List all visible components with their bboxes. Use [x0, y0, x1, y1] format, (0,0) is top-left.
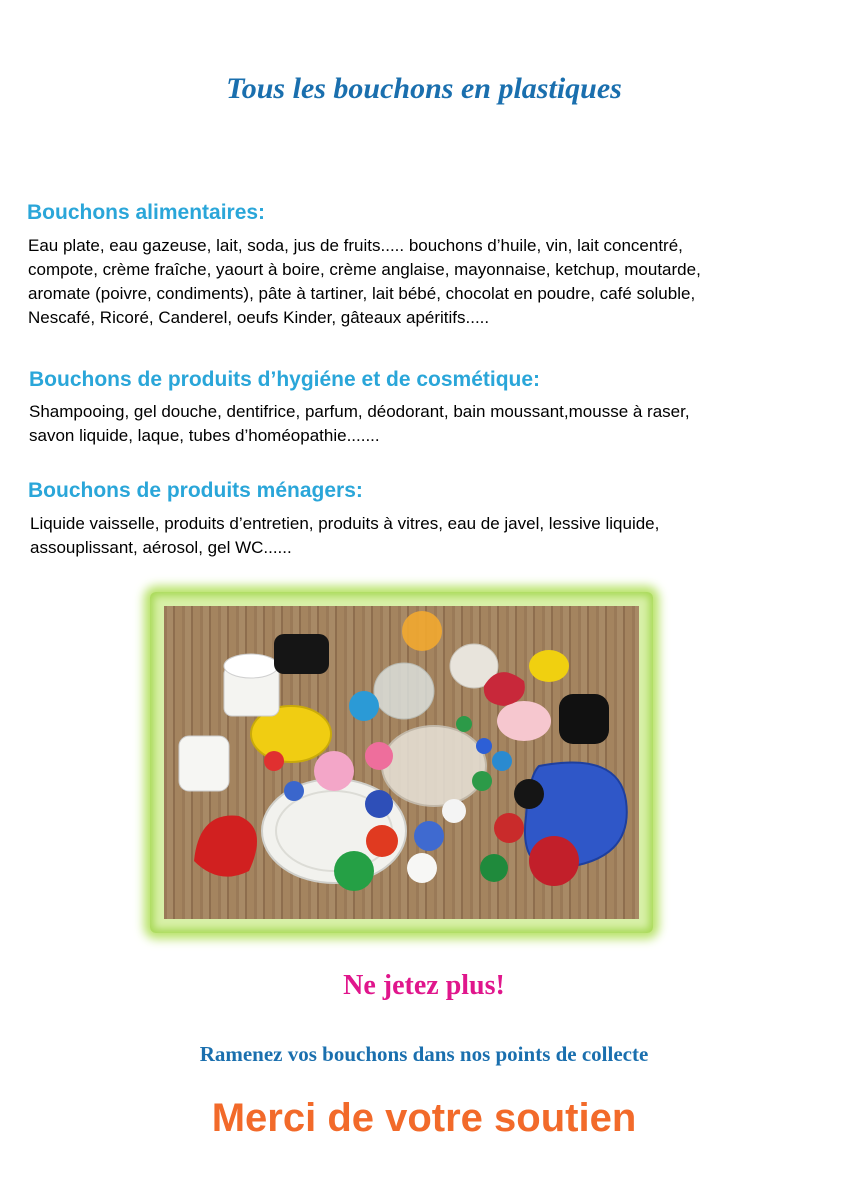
thanks-message: Merci de votre soutien [211, 1096, 637, 1140]
section-line: compote, crème fraîche, yaourt à boire, crème anglaise, mayonnaise, ketchup, moutarde, [28, 260, 701, 279]
call-to-action: Ramenez vos bouchons dans nos points de collecte [199, 1042, 649, 1066]
bottle-caps-photo [164, 606, 639, 919]
section-line: aromate (poivre, condiments), pâte à tartiner, lait bébé, chocolat en poudre, café soluble, [28, 284, 696, 303]
section-line: Shampooing, gel douche, dentifrice, parfum, déodorant, bain moussant,mousse à raser, [29, 402, 690, 421]
slogan: Ne jetez plus! [343, 970, 505, 1001]
section-line: Liquide vaisselle, produits d’entretien, produits à vitres, eau de javel, lessive liquide, [30, 514, 660, 533]
section-line: assouplissant, aérosol, gel WC...... [30, 538, 292, 557]
section-line: Eau plate, eau gazeuse, lait, soda, jus de fruits..... bouchons d’huile, vin, lait concentré, [28, 236, 683, 255]
page-title: Tous les bouchons en plastiques [226, 72, 622, 105]
section-body-food [28, 234, 701, 330]
section-heading-household: Bouchons de produits ménagers: [28, 479, 363, 502]
section-line: savon liquide, laque, tubes d’homéopathie....... [29, 426, 380, 445]
section-body-hygiene [29, 400, 690, 448]
section-body-household [30, 512, 659, 560]
section-heading-food: Bouchons alimentaires: [27, 201, 266, 224]
section-heading-hygiene: Bouchons de produits d’hygiéne et de cosmétique: [29, 368, 541, 391]
section-line: Nescafé, Ricoré, Canderel, oeufs Kinder, gâteaux apéritifs..... [28, 308, 490, 327]
bottle-caps-photo-frame [150, 592, 653, 933]
bottle-caps-illustration [164, 606, 639, 919]
